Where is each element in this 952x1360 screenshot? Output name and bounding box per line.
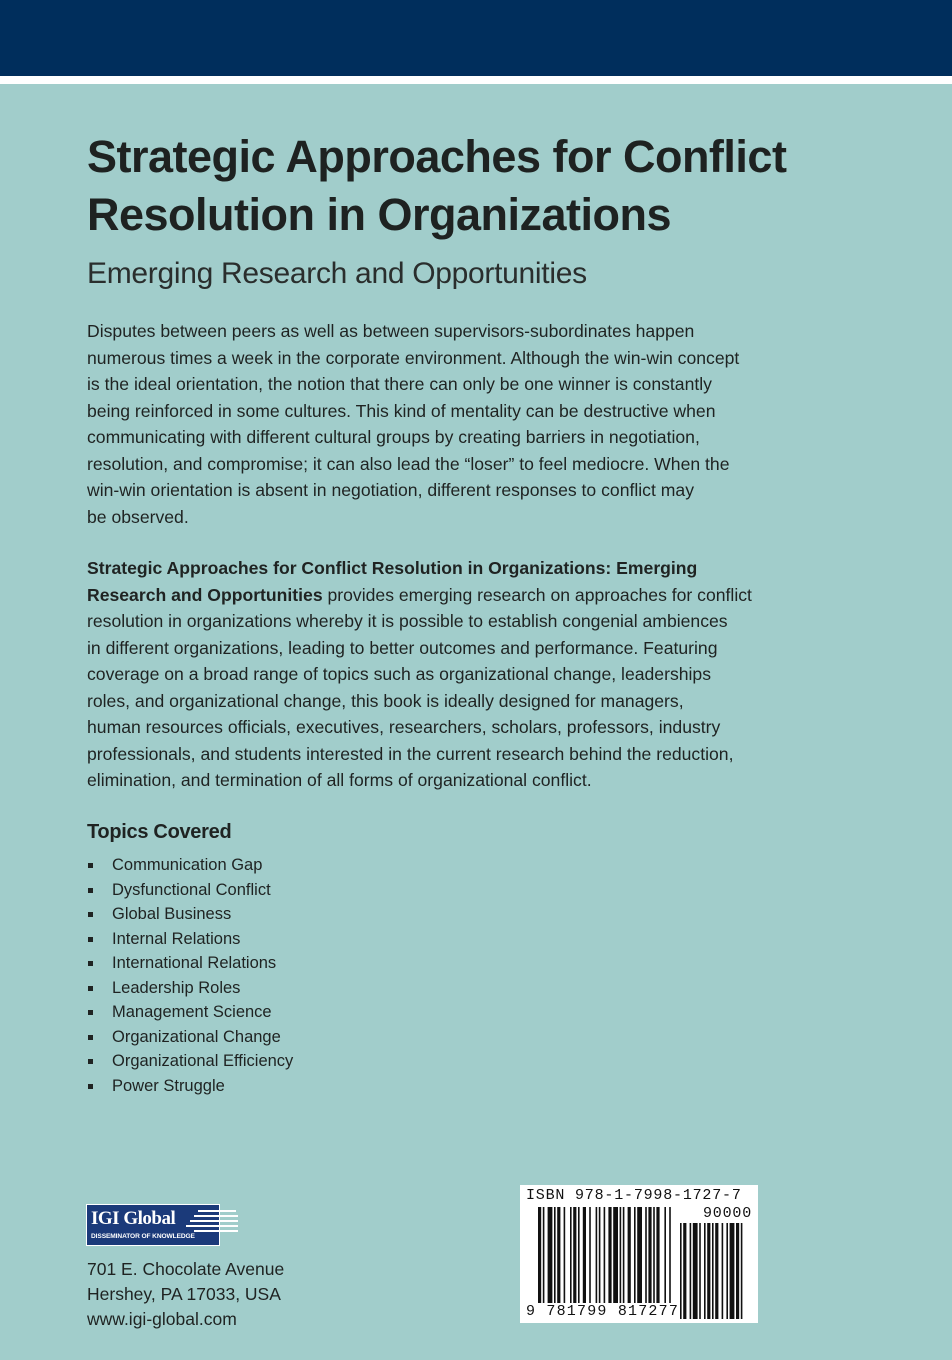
logo-swoosh-icon — [186, 1210, 238, 1235]
description-paragraph-1 — [87, 318, 807, 530]
isbn-barcode — [520, 1185, 758, 1323]
barcode-bar — [557, 1207, 560, 1303]
topic-label: Communication Gap — [112, 856, 263, 874]
topic-label: Leadership Roles — [112, 978, 241, 997]
topics-heading: Topics Covered — [87, 821, 232, 843]
book-subtitle: Emerging Research and Opportunities — [87, 257, 587, 290]
publisher-logo — [86, 1204, 252, 1246]
barcode-bar — [578, 1207, 580, 1303]
paragraph-1-line: win-win orientation is absent in negotiation, different responses to conflict may — [87, 480, 694, 500]
book-title-line-1: Strategic Approaches for Conflict — [87, 131, 787, 182]
barcode-addon-bar — [730, 1223, 735, 1319]
bullet-icon — [88, 863, 93, 868]
barcode-bar — [648, 1207, 651, 1303]
paragraph-1-line: Disputes between peers as well as between supervisors-subordinates happen — [87, 321, 695, 341]
barcode-bar — [608, 1207, 611, 1303]
barcode-bar — [664, 1207, 666, 1303]
barcode-bar — [645, 1207, 647, 1303]
website-link[interactable]: www.igi-global.com — [87, 1309, 237, 1329]
bullet-icon — [88, 986, 93, 991]
bullet-icon — [88, 937, 93, 942]
bullet-icon — [88, 912, 93, 917]
book-title-line-2: Resolution in Organizations — [87, 189, 672, 240]
price-code: 90000 — [702, 1205, 752, 1222]
paragraph-2-line: coverage on a broad range of topics such as organizational change, leaderships — [87, 664, 712, 684]
topic-label: Organizational Change — [112, 1027, 281, 1046]
paragraph-2-line — [87, 555, 807, 582]
book-title — [87, 128, 887, 244]
paragraph-2-text: provides emerging research on approaches for conflict — [322, 584, 752, 605]
topic-label: Organizational Efficiency — [112, 1052, 294, 1070]
description-paragraph-2 — [87, 555, 807, 794]
paragraph-1-line: resolution, and compromise; it can also lead the “loser” to feel mediocre. When the — [87, 453, 730, 474]
topic-label: Power Struggle — [112, 1076, 225, 1095]
barcode-bar — [573, 1207, 576, 1303]
address-line-2: Hershey, PA 17033, USA — [87, 1284, 281, 1304]
isbn-text: ISBN 978-1-7998-1727-7 — [526, 1187, 742, 1204]
paragraph-2-line — [87, 582, 807, 609]
barcode-addon-bar — [736, 1223, 739, 1319]
topic-item — [87, 1074, 293, 1099]
paragraph-1-line: communicating with different cultural groups by creating barriers in negotiation, — [87, 427, 700, 447]
ean-digits: 9 781799 817277 — [526, 1303, 680, 1320]
barcode-bar — [628, 1207, 631, 1303]
paragraph-1-line: numerous times a week in the corporate environment. Although the win-win concept — [87, 347, 740, 368]
barcode-bar — [604, 1207, 606, 1303]
bullet-icon — [88, 1059, 93, 1064]
barcode-addon-bar — [715, 1223, 718, 1319]
barcode-addon-bar — [699, 1223, 701, 1319]
top-white-stripe — [0, 76, 952, 84]
barcode-bar — [669, 1207, 671, 1303]
bullet-icon — [88, 1010, 93, 1015]
barcode-bar — [538, 1207, 541, 1303]
barcode-bar — [583, 1207, 586, 1303]
bullet-icon — [88, 1084, 93, 1089]
book-title-reference: Research and Opportunities — [87, 584, 323, 605]
topic-label: Internal Relations — [112, 929, 241, 948]
paragraph-2-line: in different organizations, leading to better outcomes and performance. Featuring — [87, 637, 718, 658]
barcode-bar — [620, 1207, 622, 1303]
topic-item — [87, 976, 293, 1001]
barcode-bar — [613, 1207, 618, 1303]
topic-item — [87, 951, 293, 976]
topic-item — [87, 878, 293, 903]
barcode-addon-bar — [707, 1223, 710, 1319]
barcode-addon-bar — [690, 1223, 692, 1319]
barcode-bar — [596, 1207, 598, 1303]
bullet-icon — [88, 961, 93, 966]
topic-label: Dysfunctional Conflict — [112, 880, 271, 899]
barcode-addon-bar — [712, 1223, 714, 1319]
book-title-reference: Strategic Approaches for Conflict Resolution in Organizations: Emerging — [87, 558, 698, 578]
topic-item — [87, 927, 293, 952]
paragraph-2-line: human resources officials, executives, researchers, scholars, professors, industry — [87, 717, 721, 737]
paragraph-1-line: being reinforced in some cultures. This kind of mentality can be destructive when — [87, 400, 716, 421]
topic-item — [87, 1000, 293, 1025]
topic-item — [87, 902, 293, 927]
topic-label: Global Business — [112, 905, 232, 923]
barcode-bar — [543, 1207, 545, 1303]
topic-item — [87, 1025, 293, 1050]
barcode-bar — [623, 1207, 625, 1303]
bullet-icon — [88, 888, 93, 893]
topic-item — [87, 1049, 293, 1074]
barcode-bar — [656, 1207, 659, 1303]
logo-name: IGI Global — [91, 1208, 176, 1229]
logo-tagline: DISSEMINATOR OF KNOWLEDGE — [91, 1233, 195, 1240]
barcode-bar — [589, 1207, 591, 1303]
barcode-bar — [564, 1207, 566, 1303]
paragraph-2-line: roles, and organizational change, this book is ideally designed for managers, — [87, 690, 684, 711]
paragraph-1-line: is the ideal orientation, the notion that there can only be one winner is constantly — [87, 374, 712, 394]
barcode-bar — [570, 1207, 572, 1303]
barcode-bar — [653, 1207, 655, 1303]
barcode-addon-bar — [726, 1223, 728, 1319]
barcode-addon-bar — [704, 1223, 706, 1319]
barcode-bar — [548, 1207, 553, 1303]
address-line-1: 701 E. Chocolate Avenue — [87, 1259, 285, 1279]
barcode-addon-bar — [722, 1223, 724, 1319]
barcode-addon-bar — [680, 1223, 682, 1319]
paragraph-2-line: professionals, and students interested in the current research behind the reduction, — [87, 743, 734, 764]
paragraph-2-line: resolution in organizations whereby it is possible to establish congenial ambiences — [87, 611, 728, 631]
top-color-band — [0, 0, 952, 76]
barcode-bar — [599, 1207, 601, 1303]
topics-list — [87, 853, 293, 1098]
topic-label: International Relations — [112, 954, 277, 972]
barcode-addon-bar — [683, 1223, 686, 1319]
barcode-addon-bar — [693, 1223, 698, 1319]
barcode-addon-bar — [741, 1223, 743, 1319]
paragraph-1-line: be observed. — [87, 506, 189, 527]
barcode-bar — [634, 1207, 636, 1303]
publisher-address — [87, 1257, 284, 1332]
barcode-bar — [637, 1207, 642, 1303]
bullet-icon — [88, 1035, 93, 1040]
paragraph-2-line: elimination, and termination of all forms of organizational conflict. — [87, 770, 592, 790]
topic-label: Management Science — [112, 1003, 272, 1021]
topic-item — [87, 853, 293, 878]
barcode-bar — [554, 1207, 556, 1303]
